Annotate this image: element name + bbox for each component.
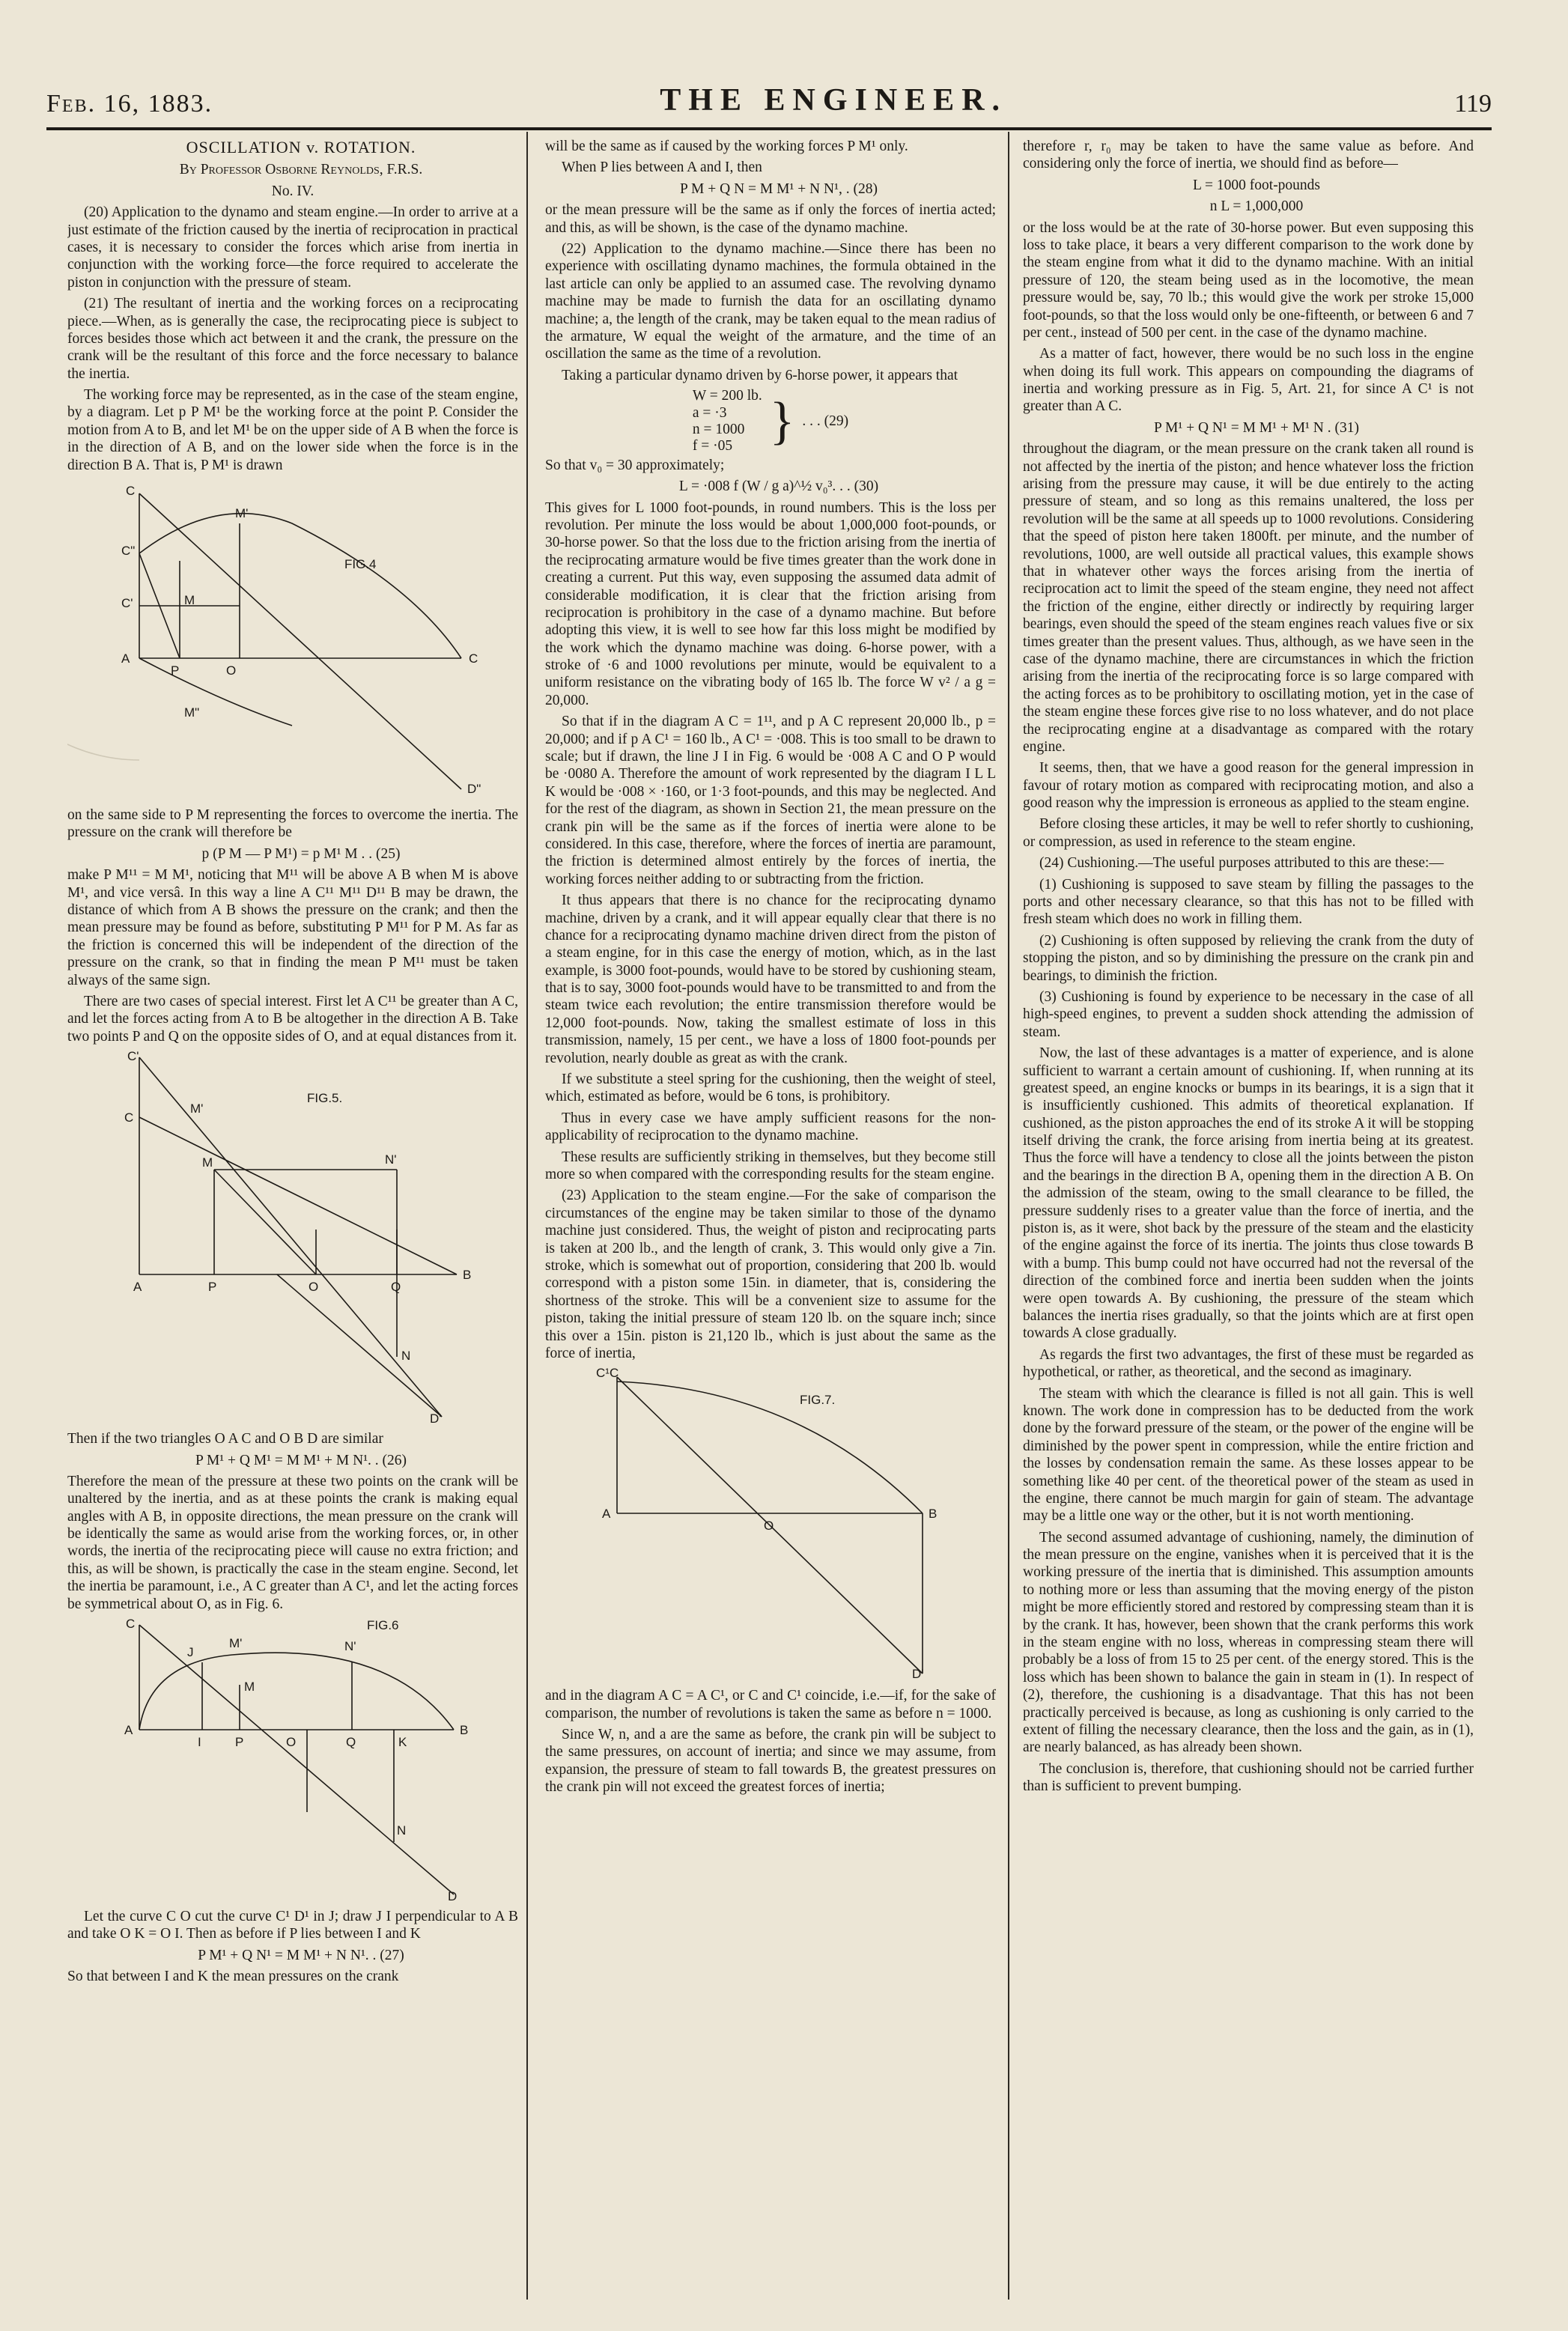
equation-29-f: f = ·05 xyxy=(692,438,733,455)
fig7-label-b: B xyxy=(929,1507,938,1522)
paragraph-v0: So that v₀ = 30 approximately; xyxy=(545,457,725,473)
fig7-label-o: O xyxy=(764,1519,774,1534)
fig5-label-b: B xyxy=(463,1268,472,1283)
fig6-label-q: Q xyxy=(346,1735,356,1750)
figure-7 xyxy=(545,1367,996,1681)
equation-29-brace: } xyxy=(769,392,795,450)
fig5-label-n1: N' xyxy=(385,1152,397,1167)
paragraph-as-regards: As regards the first two advantages, the first of these must be regarded as hypothetical, or rather, as theoretical, and the second as imaginary. xyxy=(1023,1346,1474,1381)
figure-7-drawing xyxy=(545,1367,994,1681)
paragraph-before-closing: Before closing these articles, it may be well to refer shortly to cushioning, or compression, as used in reference to the steam engine. xyxy=(1023,816,1474,850)
equation-25: p (P M — P M¹) = p M¹ M . . (25) xyxy=(201,845,401,862)
paragraph-it-seems: It seems, then, that we have a good reason for the general impression in favour of rotary motion as compared with reciprocating motion, and also a good reason why the impression is erroneous as applied to the steam engine. xyxy=(1023,760,1474,812)
fig6-label-j: J xyxy=(187,1645,194,1660)
equation-l2: n L = 1,000,000 xyxy=(1209,198,1304,215)
fig6-label-b: B xyxy=(460,1723,469,1738)
paragraph-second-advantage: The second assumed advantage of cushioning, namely, the diminution of the mean pressure on the engine, vanishes when it is perceived that it is the working pressure of the inertia that is diminished. This assumption amounts to nothing more or less than assuming that the moving energy of the piston might be more efficiently stored and restored by compressing steam than it is by the crank. It has, however, been shown that the crank performs this work in the steam engine with no loss, whereas in compressing steam there will probably be a loss of from 15 to 25 per cent. of the energy stored. This is the loss which has been shown to balance the gain in steam in (1). In respect of (2), therefore, the cushioning is a disadvantage. That this has not been practically perceived is because, as long as cushioning is only carried to the extent of filling the necessary clearance, then the loss and the gain, as in (1), are nearly balanced, as has already been shown. xyxy=(1023,1529,1474,1756)
journal-title: THE ENGINEER. xyxy=(660,83,1008,118)
equation-31: P M¹ + Q N¹ = M M¹ + M¹ N . (31) xyxy=(1154,419,1359,436)
fig5-label-a: A xyxy=(133,1280,142,1295)
paragraph-let-curve: Let the curve C O cut the curve C¹ D¹ in J; draw J I perpendicular to A B and take O K = O I. Then as before if P lies between I and K xyxy=(67,1909,518,1942)
paragraph-30-horse: or the loss would be at the rate of 30-horse power. But even supposing this loss to take place, it bears a very different comparison to the work done by the steam engine from what it did to the dynamo machine. With an initial pressure of 120, the steam being used as in the locomotive, the mean pressure would be, say, 70 lb.; this would give the work per stroke 15,000 foot-pounds, so that the loss would only be one-fifteenth, or between 6 and 7 per cent., instead of 500 per cent. in the case of the dynamo machine. xyxy=(1023,219,1474,341)
column-rule-2 xyxy=(1008,132,1009,2300)
fig5-label-o: O xyxy=(309,1280,319,1295)
issue-date: Feb. 16, 1883. xyxy=(46,90,213,118)
paragraph-loss-gives: This gives for L 1000 foot-pounds, in round numbers. This is the loss per revolution. Per minute the loss would be about 1,000,000 foot-pounds, or 30-horse power. So that the loss due to the friction arising from the inertia of the reciprocating armature would be five times greater than the work done in creating a current. Put this way, even supposing the assumed data admit of considerable modification, it is clear that the friction arising from reciprocation is prohibitory in the case of a dynamo machine. But before adopting this view, it is well to see how far this loss might be modified by the work which the dynamo machine was doing. 6-horse power, with a stroke of ·6 and 1000 revolutions per minute, would be equivalent to a uniform resistance on the vibrating body of 165 lb. The force W v² / a g = 20,000. xyxy=(545,499,996,708)
fig4-label-m2: M" xyxy=(184,705,200,720)
equation-29-a: a = ·3 xyxy=(692,404,727,421)
page-header xyxy=(46,84,1492,118)
fig6-label-o: O xyxy=(286,1735,297,1750)
column-1 xyxy=(67,138,518,1990)
fig6-title: FIG.6 xyxy=(367,1618,399,1633)
paragraph-no-chance: It thus appears that there is no chance for the reciprocating dynamo machine, driven by a crank, and it will appear equally clear that there is no chance for a reciprocating dynamo machine driven direct from the piston of a steam engine, for in this case the energy of motion, which, as in the last example, is 3000 foot-pounds, would have to be stored by cushioning steam, that is to say, 3000 foot-pounds would have to be transmitted to and from the steam twice each revolution; the entire transmission therefore would be 12,000 foot-pounds. Now, taking the smallest estimate of loss in this transmission, namely, 15 per cent., we have a loss of 1800 foot-pounds per revolution, nearly double as great as with the crank. xyxy=(545,893,996,1066)
figure-4 xyxy=(67,478,518,800)
fig6-label-k: K xyxy=(398,1735,407,1750)
equation-29 xyxy=(545,388,996,455)
paragraph-so-that: So that between I and K the mean pressures on the crank xyxy=(67,1969,399,1985)
column-rule-1 xyxy=(526,132,528,2300)
fig6-label-a: A xyxy=(124,1723,133,1738)
paragraph-steel-spring: If we substitute a steel spring for the cushioning, then the weight of steel, which, estimated as before, would be 6 tons, is prohibitory. xyxy=(545,1072,996,1105)
fig4-label-p: P xyxy=(171,663,180,678)
paragraph-matter-of-fact: As a matter of fact, however, there would be no such loss in the engine when doing its full work. This appears on compounding the diagrams of inertia and working pressure as in Fig. 5, Art. 21, for since A C¹ is not greater than A C. xyxy=(1023,346,1474,415)
paragraph-now: Now, the last of these advantages is a matter of experience, and is alone sufficient to warrant a certain amount of cushioning. If, when running at its greatest speed, an engine knocks or bumps in its bearings, it is a sign that it is insufficiently cushioned. This admits of theoretical explanation. If cushioned, as the piston approaches the end of its stroke A it will be stopping itself driving the crank, the force arising from inertia being at its greatest. Thus the force will have a tendency to close all the joints between the piston and the bearings in the direction B A, opening them in the direction A B. On the admission of the steam, owing to the small clearance to be filled, the pressure suddenly rises to a greater value than the force of inertia, and the piston is, as it were, shot back by the pressure of the steam and the elasticity of the engine against the force of its inertia. The joints thus close towards B with a bump. This bump could not have occurred had not the reversal of the direction of the combined force and inertia been sudden when the joints were open towards A. By cushioning, the pressure of the steam which balances the inertia rises gradually, so that the joints which are at first open towards A close gradually. xyxy=(1023,1045,1474,1342)
paragraph-non-applicability: Thus in every case we have amply sufficient reasons for the non-applicability of reciprocation to the dynamo machine. xyxy=(545,1110,996,1144)
equation-29-number: . . . (29) xyxy=(802,413,849,430)
fig5-label-d1: D' xyxy=(430,1411,442,1425)
fig6-label-n1: N' xyxy=(344,1639,356,1654)
page-number: 119 xyxy=(1454,90,1492,118)
paragraph-make: make P M¹¹ = M M¹, noticing that M¹¹ will be above A B when M is above M¹, and vice versâ. In this way a line A C¹¹ M¹¹ D¹¹ B may be drawn, the distance of which from A B shows the pressure on the crank; and then the mean pressure may be found as before, substituting P M¹¹ for P M. As far as the friction is concerned this will be independent of the direction of the pressure on the crank, so that in finding the mean P M¹¹ must be taken always of the same sign. xyxy=(67,867,518,988)
paragraph-or: or the mean pressure will be the same as if only the forces of inertia acted; and this, as will be shown, is the case of the dynamo machine. xyxy=(545,202,996,236)
fig5-label-c1: C' xyxy=(127,1050,139,1064)
fig5-label-q: Q xyxy=(391,1280,401,1295)
paragraph-since: Since W, n, and a are the same as before, the crank pin will be subject to the same pressures, on account of inertia; and since we may assume, from expansion, the pressure of steam to fall towards B, the greatest pressures on the crank pin will not exceed the greatest forces of inertia; xyxy=(545,1727,996,1796)
figure-6-drawing xyxy=(67,1617,517,1902)
fig6-label-i: I xyxy=(198,1735,201,1750)
equation-29-values xyxy=(693,388,762,455)
equation-26: P M¹ + Q M¹ = M M¹ + M N¹. . (26) xyxy=(195,1452,407,1468)
fig4-label-m: M xyxy=(184,593,195,608)
paragraph-diagram-ac: So that if in the diagram A C = 1¹¹, and p A C represent 20,000 lb., p = 20,000; and if p A C¹ = 160 lb., A C¹ = ·008. This is too small to be drawn to scale; but if drawn, the line J I in Fig. 6 would be ·008 A C and O P would be ·0080 A. Therefore the amount of work represented by the diagram I L L K would be ·008 × ·160, or 1·3 foot-pounds, and this may be neglected. And for the rest of the diagram, as shown in Section 21, the mean pressure on the crank pin will be the same as if the forces of inertia were alone to be considered. In this case, therefore, where the forces of inertia are paramount, the friction is determined almost entirely by the forces of inertia, the working forces neither adding to or subtracting from the friction. xyxy=(545,714,996,887)
section-22: (22) Application to the dynamo machine.—Since there has been no experience with oscillating dynamo machines, the formula obtained in the last article can only be applied to an assumed case. The revolving dynamo machine may be made to furnish the data for an oscillating dynamo machine; a, the length of the crank, may be taken equal to the mean radius of the armature, W equal the weight of the armature, and the time of an oscillation the same as the time of a revolution. xyxy=(545,240,996,362)
paragraph-two-cases: There are two cases of special interest. First let A C¹¹ be greater than A C, and let the forces acting from A to B be altogether in the direction A B. Take two points P and Q on the opposite sides of O, and at equal distances from it. xyxy=(67,993,518,1045)
paragraph-throughout: throughout the diagram, or the mean pressure on the crank taken all round is not affected by the inertia of the piston; and hence whatever loss the friction arising from the pressure may cause, it will be due entirely to the acting pressure of steam, and so long as this remains unaltered, the loss per revolution will be the same at all speeds up to 1000 revolutions. Considering that the speed of piston here taken 1800ft. per minute, and the number of revolutions, 1000, are well outside all practical values, this example shows that in whatever other ways the forces arising from the inertia of reciprocation act to limit the speed of the steam engine, they need not affect the friction of the engine, either directly or indirectly by requiring larger bearings, even should the speed of the steam engines reach values five or six times greater than the present values. Thus, although, as we have seen in the case of the dynamo machine, there are circumstances in which the friction arising from the inertia of the reciprocating force is so large compared with the acting forces as to be prohibitory to oscillating motion, yet in the case of the steam engine these forces give rise to no loss whatever, and do not place the reciprocating engine at a disadvantage as compared with the rotary engine. xyxy=(1023,441,1474,755)
fig6-label-c: C xyxy=(126,1617,136,1632)
paragraph-pressure: on the same side to P M representing the forces to overcome the inertia. The pressure on the crank will therefore be xyxy=(67,807,518,841)
figure-5-drawing xyxy=(67,1050,517,1424)
fig4-title: FIG.4 xyxy=(344,557,377,572)
column-3 xyxy=(1023,138,1474,1799)
fig5-title: FIG.5. xyxy=(307,1091,343,1106)
fig6-label-p: P xyxy=(235,1735,244,1750)
fig4-label-m1: M' xyxy=(235,506,249,521)
fig6-label-d: D xyxy=(448,1889,458,1903)
fig4-label-d2: D" xyxy=(467,782,481,797)
paragraph-conclusion: The conclusion is, therefore, that cushioning should not be carried further than is sufficient to prevent bumping. xyxy=(1023,1760,1474,1795)
article-author: By Professor Osborne Reynolds, F.R.S. xyxy=(179,162,423,178)
paragraph-when: When P lies between A and I, then xyxy=(562,159,762,176)
equation-l1: L = 1000 foot-pounds xyxy=(1192,177,1321,193)
fig7-label-a: A xyxy=(602,1507,611,1522)
equation-27: P M¹ + Q N¹ = M M¹ + N N¹. . (27) xyxy=(198,1947,404,1963)
fig4-label-c-right: C xyxy=(469,651,478,666)
fig5-label-c: C xyxy=(124,1110,134,1125)
paragraph-triangles: Then if the two triangles O A C and O B D are similar xyxy=(67,1431,383,1447)
paragraph-coincide: and in the diagram A C = A C¹, or C and C¹ coincide, i.e.—if, for the sake of comparison, the number of revolutions is taken the same as before n = 1000. xyxy=(545,1688,996,1721)
cushioning-point-1: (1) Cushioning is supposed to save steam by filling the passages to the ports and other necessary clearance, so that this has not to be filled with fresh steam which does no work in filling them. xyxy=(1023,876,1474,928)
fig4-label-c2: C" xyxy=(121,544,136,559)
paragraph-results: These results are sufficiently striking in themselves, but they become still more so when compared with the corresponding results for the steam engine. xyxy=(545,1149,996,1182)
fig4-label-c1: C' xyxy=(121,596,133,611)
section-24: (24) Cushioning.—The useful purposes attributed to this are these:— xyxy=(1039,855,1444,872)
fig5-label-m1: M' xyxy=(190,1101,204,1116)
paragraph-col2-start: will be the same as if caused by the working forces P M¹ only. xyxy=(545,139,908,154)
section-21: (21) The resultant of inertia and the working forces on a reciprocating piece.—When, as is generally the case, the reciprocating piece is subject to forces besides those which act between it and the crank, the pressure on the crank will be the resultant of this force and the force necessary to balance the inertia. xyxy=(67,296,518,382)
article-title: OSCILLATION v. ROTATION. xyxy=(186,138,416,156)
paragraph-therefore: Therefore the mean of the pressure at these two points on the crank will be unaltered by the inertia, and as at these points the crank is making equal angles with A B, in opposite directions, the mean pressure on the crank will be identically the same as would arise from the working forces, or, in other words, the inertia of the reciprocating piece will cause no extra friction; and this, as will be shown, is practically the case in the steam engine. Second, let the inertia be paramount, i.e., A C greater than A C¹, and let the acting forces be symmetrical about O, as in Fig. 6. xyxy=(67,1473,518,1612)
figure-6 xyxy=(67,1617,518,1902)
article-number: No. IV. xyxy=(271,183,314,199)
fig5-label-m: M xyxy=(202,1155,213,1170)
fig4-label-o: O xyxy=(226,663,237,678)
fig6-label-m1: M' xyxy=(229,1636,243,1651)
fig6-label-m: M xyxy=(244,1680,255,1695)
fig4-label-c: C xyxy=(126,484,136,499)
fig6-label-n: N xyxy=(397,1823,407,1838)
header-rule xyxy=(46,127,1492,130)
figure-5 xyxy=(67,1050,518,1424)
section-23: (23) Application to the steam engine.—For the sake of comparison the circumstances of the engine may be taken similar to those of the dynamo machine just considered. Thus, the weight of piston and reciprocating parts is taken at 200 lb., and the length of crank, 3. This would only give a 7in. stroke, which is somewhat out of proportion, considering that 200 lb. would correspond with a piston some 15in. in diameter, that is, considering the shortness of the stroke. This will be a convenient size to assume for the piston, taking the initial pressure of steam 120 lb. on the square inch; since this over a 15in. piston is 21,120 lb., which is just about the same as the force of inertia, xyxy=(545,1188,996,1361)
cushioning-point-2: (2) Cushioning is often supposed by relieving the crank from the duty of stopping the piston, and so by diminishing the pressure on the crank pin and bearings, to diminish the friction. xyxy=(1023,932,1474,984)
paragraph-clearance-steam: The steam with which the clearance is filled is not all gain. This is well known. The work done in compression has to be deducted from the work done by the forward pressure of the steam, or the power of the engine will be diminished by the power spent in compression, while the entire friction and the losses by condensation remain the same. As these losses appear to be something like 40 per cent. of the theoretical power of the steam as used in the engine, there cannot be much margin for gain of steam. The advantage may be a little one way or the other, but it is not worth mentioning. xyxy=(1023,1385,1474,1525)
equation-28: P M + Q N = M M¹ + N N¹, . (28) xyxy=(680,180,878,197)
column-2 xyxy=(545,138,996,1800)
paragraph-taking: Taking a particular dynamo driven by 6-horse power, it appears that xyxy=(562,367,958,383)
figure-4-drawing xyxy=(67,478,517,800)
fig7-label-d1: D' xyxy=(912,1667,924,1682)
equation-29-n: n = 1000 xyxy=(692,421,745,437)
fig5-label-n: N xyxy=(401,1349,411,1364)
fig5-label-p: P xyxy=(208,1280,217,1295)
fig7-label-cc1: C¹C xyxy=(596,1367,619,1381)
equation-29-w: W = 200 lb. xyxy=(692,388,762,404)
fig7-title: FIG.7. xyxy=(800,1393,836,1408)
fig4-label-a: A xyxy=(121,651,130,666)
paragraph-col3-start: therefore r, r₀ may be taken to have the same value as before. And considering only the force of inertia, we should find as before— xyxy=(1023,139,1474,172)
equation-30: L = ·008 f (W / g a)^½ v₀³. . . (30) xyxy=(678,478,879,495)
cushioning-point-3: (3) Cushioning is found by experience to be necessary in the case of all high-speed engines, to prevent a sudden shock attending the admission of steam. xyxy=(1023,988,1474,1040)
section-20: (20) Application to the dynamo and steam engine.—In order to arrive at a just estimate of the friction caused by the inertia of reciprocation in practical cases, it is necessary to consider the forces which arise from inertia in conjunction with the working force—the force required to accelerate the piston in conjunction with the pressure of steam. xyxy=(67,204,518,291)
paragraph-working-force: The working force may be represented, as in the case of the steam engine, by a diagram. Let p P M¹ be the working force at the point P. Consider the motion from A to B, and let M¹ be on the upper side of A B when the force is in the direction of A B, and on the lower side when the force is in the direction B A. That is, P M¹ is drawn xyxy=(67,387,518,473)
